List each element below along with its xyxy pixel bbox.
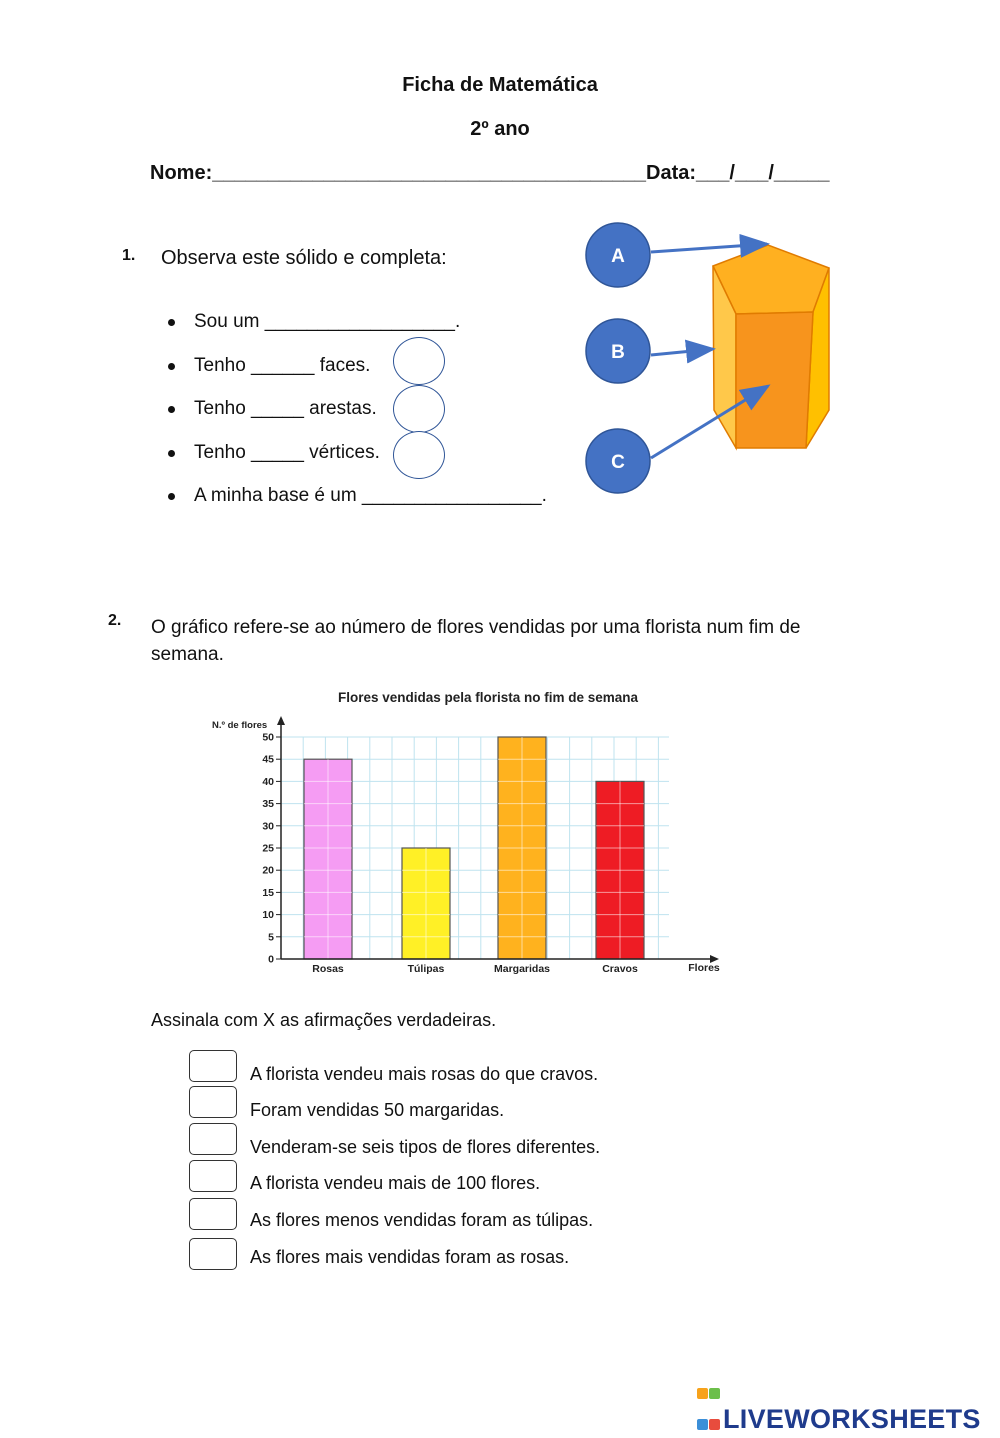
list-item bbox=[168, 439, 547, 483]
y-tick-label: 45 bbox=[262, 753, 274, 766]
list-item bbox=[168, 395, 547, 439]
statement-4: A florista vendeu mais de 100 flores. bbox=[250, 1173, 541, 1193]
statement-2: Foram vendidas 50 margaridas. bbox=[250, 1100, 505, 1120]
arrow-a-icon bbox=[651, 244, 767, 252]
answer-circle-faces[interactable] bbox=[393, 337, 445, 385]
label-b: B bbox=[611, 342, 625, 363]
list-item-text: Tenho _____ vértices. bbox=[194, 441, 380, 463]
y-tick-label: 30 bbox=[262, 820, 274, 833]
grade-label: 2º ano bbox=[470, 118, 530, 140]
bullet-icon bbox=[168, 493, 175, 500]
checkbox-statement-5[interactable] bbox=[189, 1198, 237, 1230]
brand-name: LIVEWORKSHEETS bbox=[723, 1404, 981, 1434]
checkbox-statement-3[interactable] bbox=[189, 1123, 237, 1155]
y-tick-label: 25 bbox=[262, 842, 274, 855]
y-tick-label: 20 bbox=[262, 864, 274, 877]
chart-title: Flores vendidas pela florista no fim de semana bbox=[337, 690, 639, 705]
checkbox-statement-2[interactable] bbox=[189, 1086, 237, 1118]
label-circle-c bbox=[586, 429, 650, 493]
checkbox-statement-1[interactable] bbox=[189, 1050, 237, 1082]
list-item-text: A minha base é um _________________. bbox=[194, 485, 547, 507]
y-tick-label: 10 bbox=[262, 909, 274, 922]
pentagonal-prism-icon bbox=[713, 245, 829, 448]
bullet-icon bbox=[168, 319, 175, 326]
answer-circle-edges[interactable] bbox=[393, 385, 445, 433]
y-tick-label: 15 bbox=[262, 886, 274, 899]
question-1-prompt: Observa este sólido e completa: bbox=[161, 247, 447, 269]
label-a: A bbox=[611, 246, 625, 267]
question-1-number: 1. bbox=[122, 247, 136, 264]
list-item-text: Tenho _____ arestas. bbox=[194, 398, 377, 420]
chart-y-axis-label: N.º de flores bbox=[212, 720, 268, 731]
x-tick-label: Rosas bbox=[312, 963, 344, 975]
y-tick-label: 35 bbox=[262, 798, 274, 811]
label-c: C bbox=[611, 452, 625, 473]
question-2-prompt: O gráfico refere-se ao número de flores vendidas por uma florista num fim de semana. bbox=[151, 617, 801, 665]
y-tick-label: 0 bbox=[268, 953, 274, 966]
brand-logo bbox=[697, 1376, 981, 1438]
y-tick-label: 5 bbox=[268, 931, 274, 944]
y-axis-arrow-icon bbox=[277, 716, 285, 725]
prism-diagram bbox=[575, 215, 845, 505]
bullet-icon bbox=[168, 406, 175, 413]
bullet-icon bbox=[168, 450, 175, 457]
brand-grid-icon bbox=[697, 1376, 721, 1438]
list-item bbox=[168, 308, 547, 352]
question-1-list bbox=[168, 308, 547, 526]
list-item-text: Sou um __________________. bbox=[194, 311, 461, 332]
checkbox-statement-4[interactable] bbox=[189, 1160, 237, 1192]
statement-3: Venderam-se seis tipos de flores diferentes. bbox=[250, 1137, 601, 1157]
statement-6: As flores mais vendidas foram as rosas. bbox=[250, 1247, 570, 1267]
y-tick-label: 40 bbox=[262, 775, 274, 788]
statement-1: A florista vendeu mais rosas do que cravos. bbox=[250, 1064, 599, 1084]
list-item bbox=[168, 352, 547, 396]
label-circle-b bbox=[586, 319, 650, 383]
list-item bbox=[168, 482, 547, 526]
statement-5: As flores menos vendidas foram as túlipas. bbox=[250, 1210, 594, 1230]
checkbox-statement-6[interactable] bbox=[189, 1238, 237, 1270]
y-tick-label: 50 bbox=[262, 731, 274, 744]
arrow-b-icon bbox=[651, 349, 713, 355]
label-circle-a bbox=[586, 223, 650, 287]
bar-chart bbox=[200, 680, 740, 980]
page-title: Ficha de Matemática bbox=[402, 74, 598, 96]
x-tick-label: Cravos bbox=[602, 963, 638, 975]
bullet-icon bbox=[168, 363, 175, 370]
name-date-line: Nome:_______________________________________Data:___/___/_____ bbox=[150, 162, 830, 184]
answer-circle-vertices[interactable] bbox=[393, 431, 445, 479]
x-tick-label: Margaridas bbox=[493, 963, 551, 975]
x-tick-label: Túlipas bbox=[407, 963, 445, 975]
question-2-number: 2. bbox=[108, 612, 122, 629]
chart-x-axis-label: Flores bbox=[688, 962, 720, 974]
list-item-text: Tenho ______ faces. bbox=[194, 354, 371, 376]
question-2-instruction: Assinala com X as afirmações verdadeiras. bbox=[151, 1010, 497, 1030]
